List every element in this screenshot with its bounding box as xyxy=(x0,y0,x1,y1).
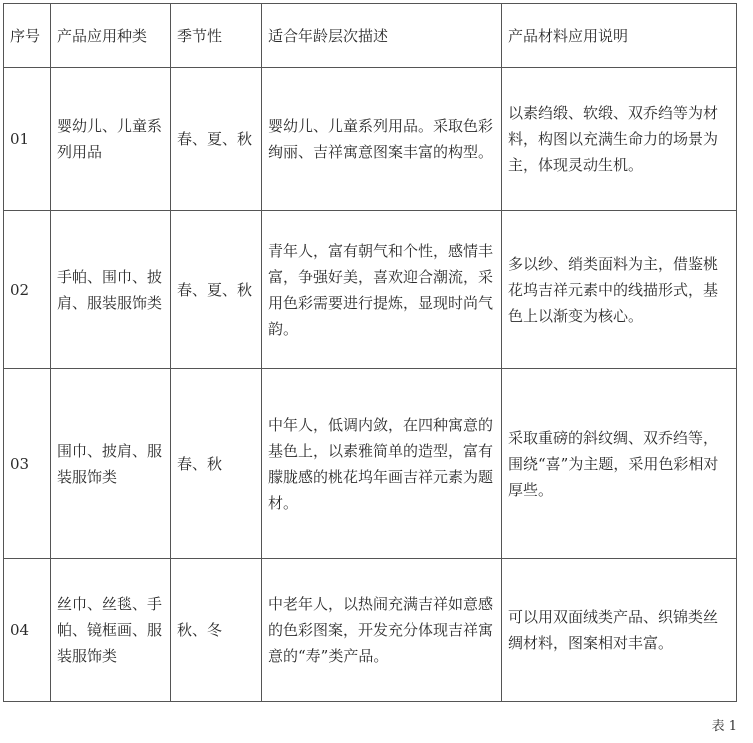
header-age-desc: 适合年龄层次描述 xyxy=(262,4,502,68)
header-category: 产品应用种类 xyxy=(51,4,171,68)
row-age-desc: 中年人，低调内敛，在四种寓意的基色上，以素雅简单的造型，富有朦胧感的桃花坞年画吉祥元素为题材。 xyxy=(262,369,502,559)
row-season: 秋、冬 xyxy=(171,559,262,702)
row-category: 围巾、披肩、服装服饰类 xyxy=(51,369,171,559)
row-season: 春、秋 xyxy=(171,369,262,559)
row-material: 以素绉缎、软缎、双乔绉等为材料，构图以充满生命力的场景为主，体现灵动生机。 xyxy=(502,68,737,211)
row-season: 春、夏、秋 xyxy=(171,211,262,369)
header-season: 季节性 xyxy=(171,4,262,68)
row-index: 04 xyxy=(4,559,51,702)
header-row xyxy=(4,4,737,68)
row-category: 婴幼儿、儿童系列用品 xyxy=(51,68,171,211)
header-material: 产品材料应用说明 xyxy=(502,4,737,68)
header-index: 序号 xyxy=(4,4,51,68)
row-category: 丝巾、丝毯、手帕、镜框画、服装服饰类 xyxy=(51,559,171,702)
table-caption: 表 1 xyxy=(711,719,737,734)
row-index: 02 xyxy=(4,211,51,369)
row-index: 03 xyxy=(4,369,51,559)
row-index: 01 xyxy=(4,68,51,211)
row-material: 多以纱、绡类面料为主，借鉴桃花坞吉祥元素中的线描形式，基色上以渐变为核心。 xyxy=(502,211,737,369)
row-age-desc: 青年人，富有朝气和个性，感情丰富，争强好美，喜欢迎合潮流，采用色彩需要进行提炼，显现时尚气韵。 xyxy=(262,211,502,369)
row-category: 手帕、围巾、披肩、服装服饰类 xyxy=(51,211,171,369)
table-row xyxy=(4,559,737,702)
table-row xyxy=(4,369,737,559)
row-season: 春、夏、秋 xyxy=(171,68,262,211)
product-table xyxy=(3,3,737,702)
row-age-desc: 婴幼儿、儿童系列用品。采取色彩绚丽、吉祥寓意图案丰富的构型。 xyxy=(262,68,502,211)
table-row xyxy=(4,211,737,369)
row-material: 采取重磅的斜纹绸、双乔绉等，围绕“喜”为主题，采用色彩相对厚些。 xyxy=(502,369,737,559)
row-material: 可以用双面绒类产品、织锦类丝绸材料，图案相对丰富。 xyxy=(502,559,737,702)
row-age-desc: 中老年人，以热闹充满吉祥如意感的色彩图案，开发充分体现吉祥寓意的“寿”类产品。 xyxy=(262,559,502,702)
table-row xyxy=(4,68,737,211)
